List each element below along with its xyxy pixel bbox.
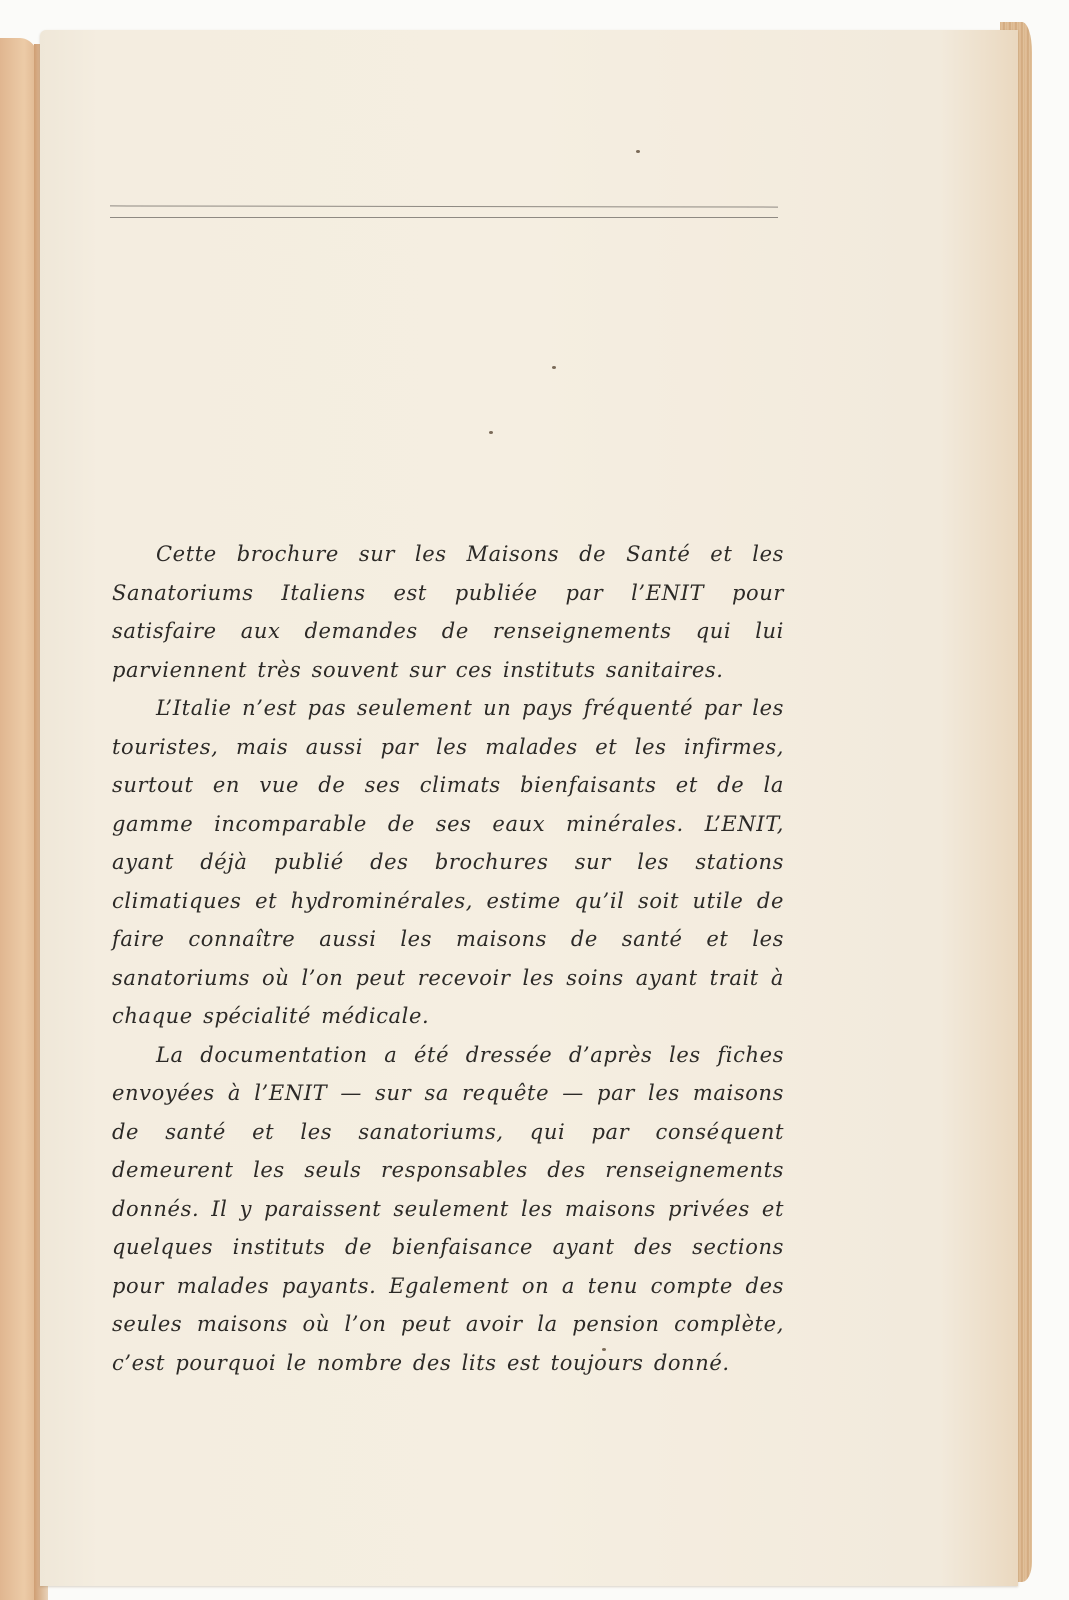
paragraph-documentation: La documentation a été dressée d’après les fiches envoyées à l’ENIT — sur sa requête — par les maisons de santé et les sanatoriums, qui par conséquent demeurent les seuls responsables des renseignements donnés. Il y paraissent seulement les maisons privées et quelques instituts de bienfaisance ayant des sections pour malades payants. Egalement on a tenu compte des seules maisons où l’on peut avoir la pension complète, c’est pourquoi le nombre des lits est toujours donné. <box>112 1042 784 1375</box>
header-rule-bottom <box>110 217 778 218</box>
book-page <box>40 30 1018 1586</box>
paper-speck <box>552 366 556 369</box>
body-text <box>112 535 784 1382</box>
header-rule-top <box>110 205 778 207</box>
paragraph-italy-visitors: L’Italie n’est pas seulement un pays fréquenté par les touristes, mais aussi par les malades et les infirmes, surtout en vue de ses climats bienfaisants et de la gamme incomparable de ses eaux minérales. L’ENIT, ayant déjà publié des brochures sur les stations climatiques et hydrominérales, estime qu’il soit utile de faire connaître aussi les maisons de santé et les sanatoriums où l’on peut recevoir les soins ayant trait à chaque spécialité médicale. <box>112 696 784 1028</box>
paper-speck <box>636 150 640 153</box>
paper-speck <box>489 431 493 434</box>
paragraph-intro: Cette brochure sur les Maisons de Santé et les Sanatoriums Italiens est publiée par l’ENIT pour satisfaire aux demandes de renseignements qui lui parviennent très souvent sur ces instituts sanitaires. <box>112 542 784 682</box>
